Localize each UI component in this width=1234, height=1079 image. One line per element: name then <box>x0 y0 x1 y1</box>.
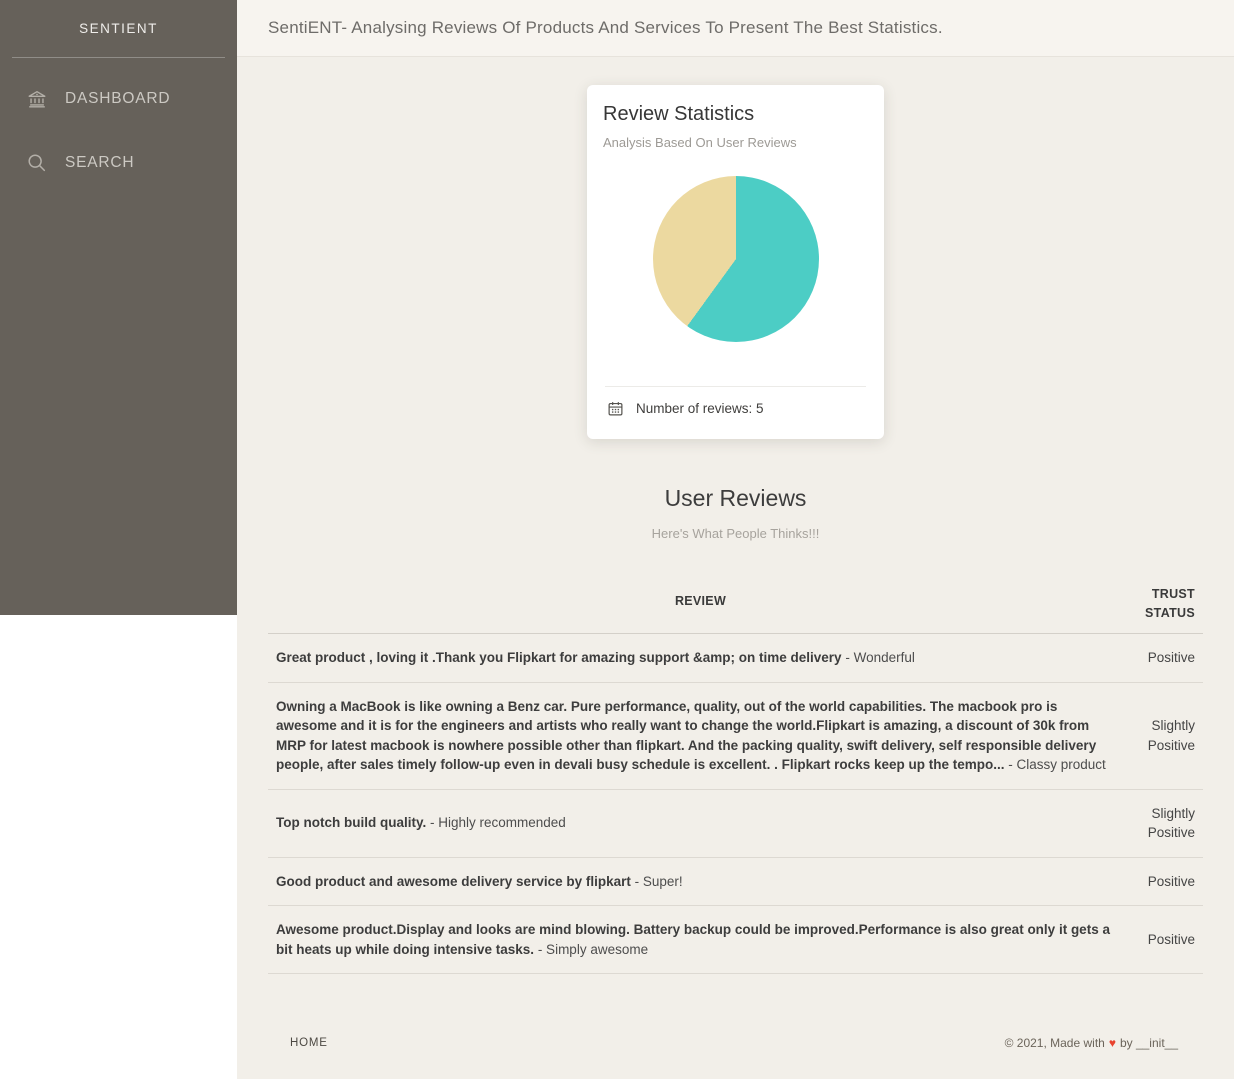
reviews-subtitle: Here's What People Thinks!!! <box>651 526 820 541</box>
page-footer <box>290 1036 1178 1050</box>
search-icon <box>26 152 48 174</box>
column-header-review: REVIEW <box>674 594 727 608</box>
bank-icon <box>26 88 48 110</box>
reviews-title: User Reviews <box>664 485 807 511</box>
main-area <box>237 0 1234 1079</box>
sidebar-item-search[interactable] <box>0 140 237 186</box>
table-row <box>268 683 1203 790</box>
sidebar-column <box>0 0 237 1079</box>
copyright-suffix: by __init__ <box>1119 1036 1178 1050</box>
sidebar <box>0 0 237 615</box>
reviews-table-body <box>268 634 1203 974</box>
trust-status: Positive <box>1147 931 1195 947</box>
card-footer <box>603 387 868 427</box>
footer-copyright <box>1005 1036 1178 1050</box>
pie-chart <box>653 176 819 342</box>
card-title: Review Statistics <box>603 103 755 125</box>
reviews-table-header <box>268 579 1203 634</box>
table-row <box>268 906 1203 974</box>
review-cell <box>276 697 1125 775</box>
review-comment: - Super! <box>634 873 683 889</box>
review-cell <box>276 920 1125 959</box>
sidebar-nav <box>0 58 237 186</box>
review-text: Awesome product.Display and looks are mind blowing. Battery backup could be improved.Performance is also great only it gets a bit heats up while doing intensive tasks. <box>276 922 1110 957</box>
review-comment: - Highly recommended <box>429 815 566 831</box>
review-text: Good product and awesome delivery service by flipkart <box>276 873 635 889</box>
column-header-trust-status: TRUST STATUS <box>1145 587 1195 620</box>
sidebar-item-dashboard[interactable] <box>0 76 237 122</box>
calendar-icon <box>607 400 624 417</box>
review-cell <box>276 872 1125 892</box>
trust-status: Slightly Positive <box>1147 805 1195 840</box>
review-cell <box>276 648 1125 668</box>
review-comment: - Classy product <box>1008 757 1106 772</box>
trust-status: Positive <box>1147 873 1195 889</box>
sidebar-item-label: SEARCH <box>65 154 135 171</box>
table-row <box>268 634 1203 683</box>
review-text: Great product , loving it .Thank you Flipkart for amazing support &amp; on time delivery <box>276 650 846 665</box>
content <box>237 57 1234 1079</box>
review-statistics-card <box>587 85 884 439</box>
footer-home-link[interactable]: HOME <box>290 1037 328 1049</box>
table-row <box>268 790 1203 858</box>
copyright-prefix: © 2021, Made with <box>1004 1036 1105 1050</box>
heart-icon: ♥ <box>1108 1036 1116 1050</box>
trust-status: Positive <box>1147 650 1195 665</box>
review-comment: - Simply awesome <box>537 941 649 957</box>
topbar <box>237 0 1234 57</box>
card-subtitle: Analysis Based On User Reviews <box>603 135 797 150</box>
trust-status: Slightly Positive <box>1147 718 1195 753</box>
review-count-label: Number of reviews: 5 <box>636 401 764 416</box>
brand-title: SENTIENT <box>79 21 158 36</box>
reviews-table <box>268 579 1203 974</box>
page-title: SentiENT- Analysing Reviews Of Products And Services To Present The Best Statistics. <box>268 18 943 37</box>
table-row <box>268 858 1203 907</box>
review-text: Top notch build quality. <box>276 815 430 831</box>
sidebar-item-label: DASHBOARD <box>65 90 171 107</box>
review-cell <box>276 813 1125 833</box>
review-comment: - Wonderful <box>845 650 915 665</box>
review-text: Owning a MacBook is like owning a Benz car. Pure performance, quality, out of the world capabilities. The macbook pro is awesome and it is for the engineers and artists who really want to change the world.Flipkart is amazing, a discount of 30k from MRP for latest macbook is nowhere possible other than flipkart. And the packing quality, swift delivery, self responsible delivery people, after sales timely follow-up even in devali busy schedule is excellent. . Flipkart rocks keep up the tempo... <box>276 698 1097 772</box>
